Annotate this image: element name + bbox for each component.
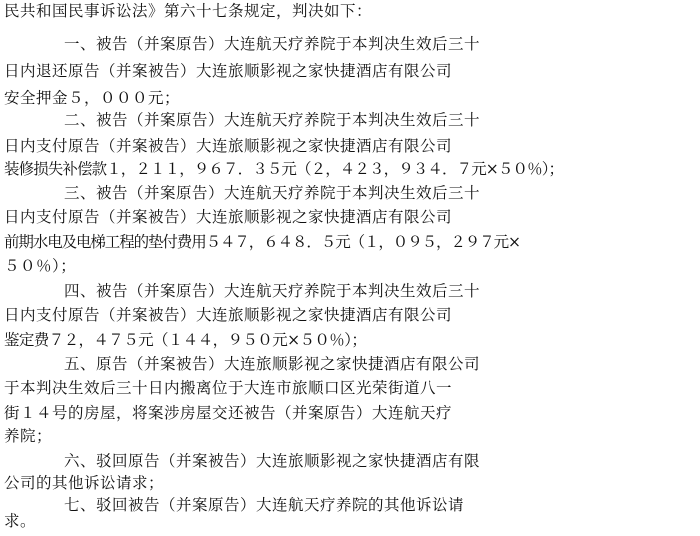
text-line-13: 日内支付原告（并案被告）大连旅顺影视之家快捷酒店有限公司 (4, 306, 453, 324)
text-line-14: 鉴定费７２，４７５元（１４４，９５０元×５０％）； (4, 331, 367, 349)
text-line-20: 公司的其他诉讼请求； (4, 474, 165, 492)
text-line-12: 四、被告（并案原告）大连航天疗养院于本判决生效后三十 (64, 282, 481, 300)
text-line-18: 养院； (4, 427, 53, 445)
text-line-4: 安全押金５，０００元； (4, 89, 181, 107)
text-line-1: 民共和国民事诉讼法》第六十七条规定，判决如下： (4, 2, 373, 20)
text-line-22: 求。 (4, 512, 37, 530)
text-line-10: 前期水电及电梯工程的垫付费用５４７，６４８．５元（１，０９５，２９７元× (4, 233, 520, 251)
text-line-17: 街１４号的房屋，将案涉房屋交还被告（并案原告）大连航天疗 (4, 404, 453, 422)
text-line-3: 日内退还原告（并案被告）大连旅顺影视之家快捷酒店有限公司 (4, 62, 453, 80)
text-line-15: 五、原告（并案被告）大连旅顺影视之家快捷酒店有限公司 (64, 355, 481, 373)
text-line-9: 日内支付原告（并案被告）大连旅顺影视之家快捷酒店有限公司 (4, 208, 453, 226)
text-line-16: 于本判决生效后三十日内搬离位于大连市旅顺口区光荣街道八一 (4, 379, 453, 397)
text-line-19: 六、驳回原告（并案被告）大连旅顺影视之家快捷酒店有限 (64, 452, 481, 470)
text-line-7: 装修损失补偿款１，２１１，９６７．３５元（２，４２３，９３４．７元×５０％）； (4, 160, 564, 178)
text-line-2: 一、被告（并案原告）大连航天疗养院于本判决生效后三十 (64, 35, 481, 53)
text-line-8: 三、被告（并案原告）大连航天疗养院于本判决生效后三十 (64, 184, 481, 202)
text-line-6: 日内支付原告（并案被告）大连旅顺影视之家快捷酒店有限公司 (4, 137, 453, 155)
text-line-21: 七、驳回被告（并案原告）大连航天疗养院的其他诉讼请 (64, 496, 465, 514)
text-line-11: ５０％）； (4, 257, 77, 275)
text-line-5: 二、被告（并案原告）大连航天疗养院于本判决生效后三十 (64, 111, 481, 129)
